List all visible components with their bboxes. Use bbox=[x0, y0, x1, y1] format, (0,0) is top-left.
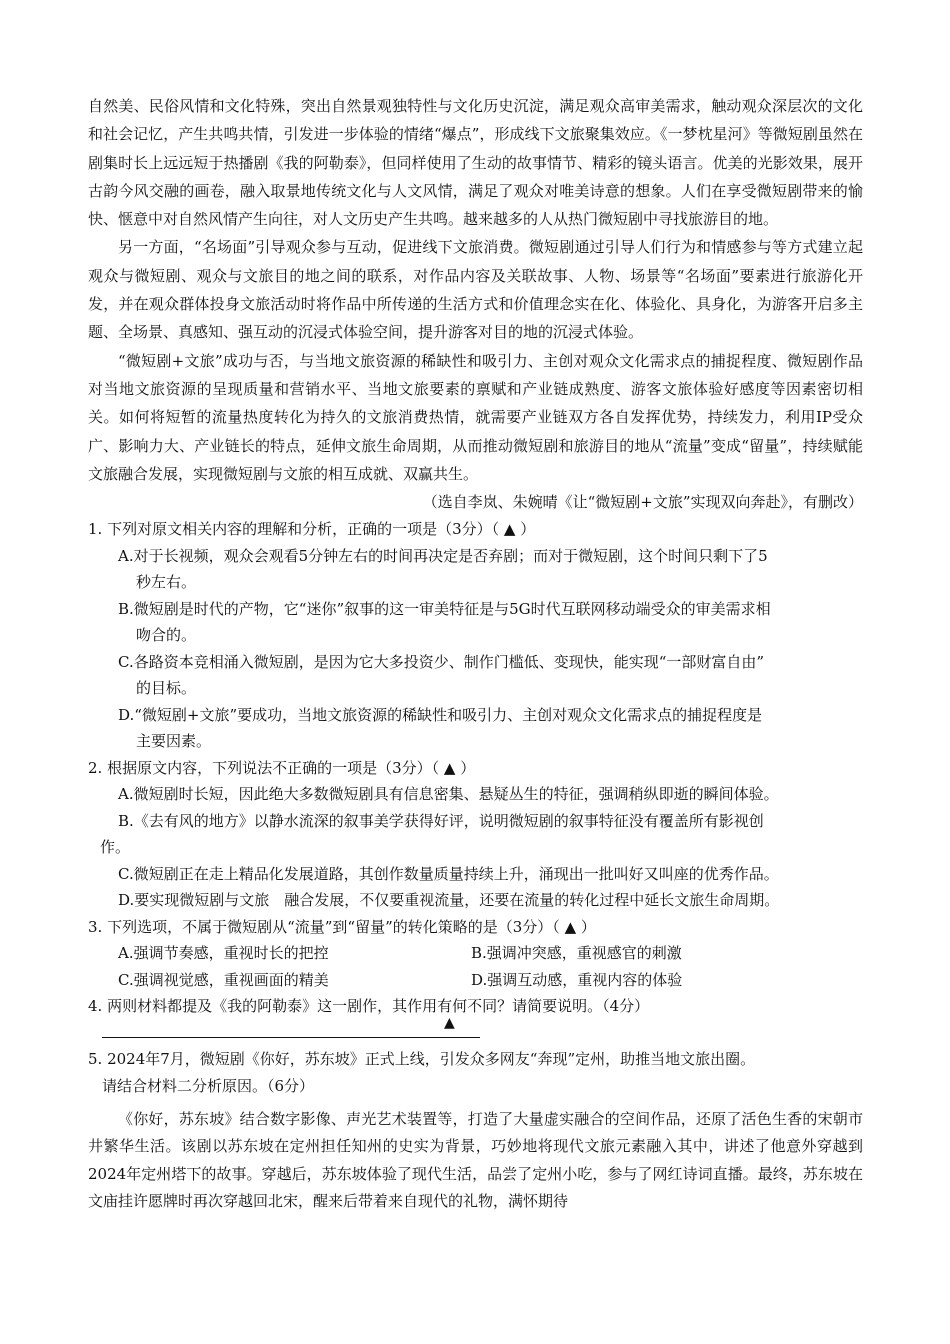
question-1-option-c[interactable] bbox=[118, 649, 863, 702]
question-2-option-d[interactable]: D.要实现微短剧与文旅 融合发展，不仅要重视流量，还要在流量的转化过程中延长文旅生命周期。 bbox=[118, 891, 780, 910]
question-4-stem: 4. 两则材料都提及《我的阿勒泰》这一剧作，其作用有何不同？请简要说明。（4分） bbox=[88, 997, 650, 1016]
option-text: B.微短剧是时代的产物，它“迷你”叙事的这一审美特征是与5G时代互联网移动端受众的审美需求相 bbox=[118, 599, 771, 618]
question-2-stem: 2. 根据原文内容，下列说法不正确的一项是（3分）（ ▲ ） bbox=[88, 758, 476, 777]
question-2-option-c[interactable]: C.微短剧正在走上精品化发展道路，其创作数量质量持续上升，涌现出一批叫好又叫座的优秀作品。 bbox=[118, 864, 779, 883]
passage-paragraph-2: 另一方面，“名场面”引导观众参与互动，促进线下文旅消费。微短剧通过引导人们行为和情感参与等方式建立起观众与微短剧、观众与文旅目的地之间的联系，对作品内容及关联故事、人物、场景等“名场面”要素进行旅游化开发，并在观众群体投身文旅活动时将作品中所传递的生活方式和价值理念实在化、体验化、具身化，为游客开启多主题、全场景、真感知、强互动的沉浸式体验空间，提升游客对目的地的沉浸式体验。 bbox=[88, 238, 863, 342]
option-text-cont: 吻合的。 bbox=[136, 626, 197, 645]
question-2-option-a[interactable]: A.微短剧时长短，因此绝大多数微短剧具有信息密集、悬疑丛生的特征，强调稍纵即逝的瞬间体验。 bbox=[118, 785, 779, 804]
question-3-stem: 3. 下列选项，不属于微短剧从“流量”到“留量”的转化策略的是（3分）（ ▲ ） bbox=[88, 917, 596, 936]
question-3-options-row-1 bbox=[118, 940, 863, 967]
question-5-stem bbox=[88, 1046, 863, 1100]
question-3-options-row-2 bbox=[118, 967, 863, 994]
question-5-stem-line-1: 5. 2024年7月，微短剧《你好，苏东坡》正式上线，引发众多网友“奔现”定州，助推当地文旅出圈。 bbox=[88, 1049, 756, 1068]
option-text-cont: 作。 bbox=[100, 838, 131, 857]
question-1-option-b[interactable] bbox=[118, 596, 863, 649]
option-text: B.《去有风的地方》以静水流深的叙事美学获得好评，说明微短剧的叙事特征没有覆盖所有影视创 bbox=[118, 811, 764, 830]
question-3-option-b[interactable]: B.强调冲突感，重视感官的刺激 bbox=[471, 944, 682, 963]
exam-page bbox=[88, 92, 863, 1216]
question-3-option-c[interactable]: C.强调视觉感，重视画面的精美 bbox=[118, 970, 329, 989]
question-1-option-a[interactable] bbox=[118, 543, 863, 596]
option-text: C.各路资本竞相涌入微短剧，是因为它大多投资少、制作门槛低、变现快，能实现“一部财富自由” bbox=[118, 652, 765, 671]
question-2 bbox=[88, 755, 863, 914]
passage-paragraph-1: 自然美、民俗风情和文化特殊，突出自然景观独特性与文化历史沉淀，满足观众高审美需求，触动观众深层次的文化和社会记忆，产生共鸣共情，引发进一步体验的情绪“爆点”，形成线下文旅聚集效应。《一梦枕星河》等微短剧虽然在剧集时长上远远短于热播剧《我的阿勒泰》，但同样使用了生动的故事情节、精彩的镜头语言。优美的光影效果，展开古韵今风交融的画卷，融入取景地传统文化与人文风情，满足了观众对唯美诗意的想象。人们在享受微短剧带来的愉快、惬意中对自然风情产生向往，对人文历史产生共鸣。越来越多的人从热门微短剧中寻找旅游目的地。 bbox=[88, 97, 863, 229]
question-3-option-d[interactable]: D.强调互动感，重视内容的体验 bbox=[471, 970, 683, 989]
question-3-option-a[interactable]: A.强调节奏感，重视时长的把控 bbox=[118, 944, 329, 963]
option-text-cont: 主要因素。 bbox=[136, 732, 212, 751]
answer-blank[interactable] bbox=[102, 1014, 480, 1038]
question-1-stem: 1. 下列对原文相关内容的理解和分析，正确的一项是（3分）（ ▲ ） bbox=[88, 520, 536, 539]
source-citation: （选自李岚、朱婉晴《让“微短剧+文旅”实现双向奔赴》，有删改） bbox=[422, 493, 863, 512]
question-5-stem-line-2: 请结合材料二分析原因。（6分） bbox=[102, 1076, 315, 1095]
answer-marker: ▲ bbox=[444, 1014, 455, 1031]
question-1 bbox=[88, 516, 863, 755]
question-1-option-d[interactable] bbox=[118, 702, 863, 755]
question-5 bbox=[88, 1046, 863, 1216]
question-3 bbox=[88, 914, 863, 994]
option-text: A.对于长视频，观众会观看5分钟左右的时间再决定是否弃剧；而对于微短剧，这个时间只剩下了5 bbox=[118, 546, 768, 565]
passage-paragraph-3: “微短剧+文旅”成功与否，与当地文旅资源的稀缺性和吸引力、主创对观众文化需求点的捕捉程度、微短剧作品对当地文旅资源的呈现质量和营销水平、当地文旅要素的禀赋和产业链成熟度、游客文旅体验好感度等因素密切相关。如何将短暂的流量热度转化为持久的文旅消费热情，就需要产业链双方各自发挥优势，持续发力，利用IP受众广、影响力大、产业链长的特点，延伸文旅生命周期，从而推动微短剧和旅游目的地从“流量”变成“留量”，持续赋能文旅融合发展，实现微短剧与文旅的相互成就、双赢共生。 bbox=[88, 351, 863, 483]
option-text: D.“微短剧+文旅”要成功，当地文旅资源的稀缺性和吸引力、主创对观众文化需求点的捕捉程度是 bbox=[118, 705, 763, 724]
question-5-material: 《你好，苏东坡》结合数字影像、声光艺术装置等，打造了大量虚实融合的空间作品，还原了活色生香的宋朝市井繁华生活。该剧以苏东坡在定州担任知州的史实为背景，巧妙地将现代文旅元素融入其中，讲述了他意外穿越到2024年定州塔下的故事。穿越后，苏东坡体验了现代生活，品尝了定州小吃，参与了网红诗词直播。最终，苏东坡在文庙挂许愿牌时再次穿越回北宋，醒来后带着来自现代的礼物，满怀期待 bbox=[88, 1109, 863, 1211]
question-4 bbox=[88, 993, 863, 1038]
question-2-option-b[interactable] bbox=[100, 808, 863, 861]
option-text-cont: 的目标。 bbox=[136, 679, 197, 698]
option-text-cont: 秒左右。 bbox=[136, 573, 197, 592]
